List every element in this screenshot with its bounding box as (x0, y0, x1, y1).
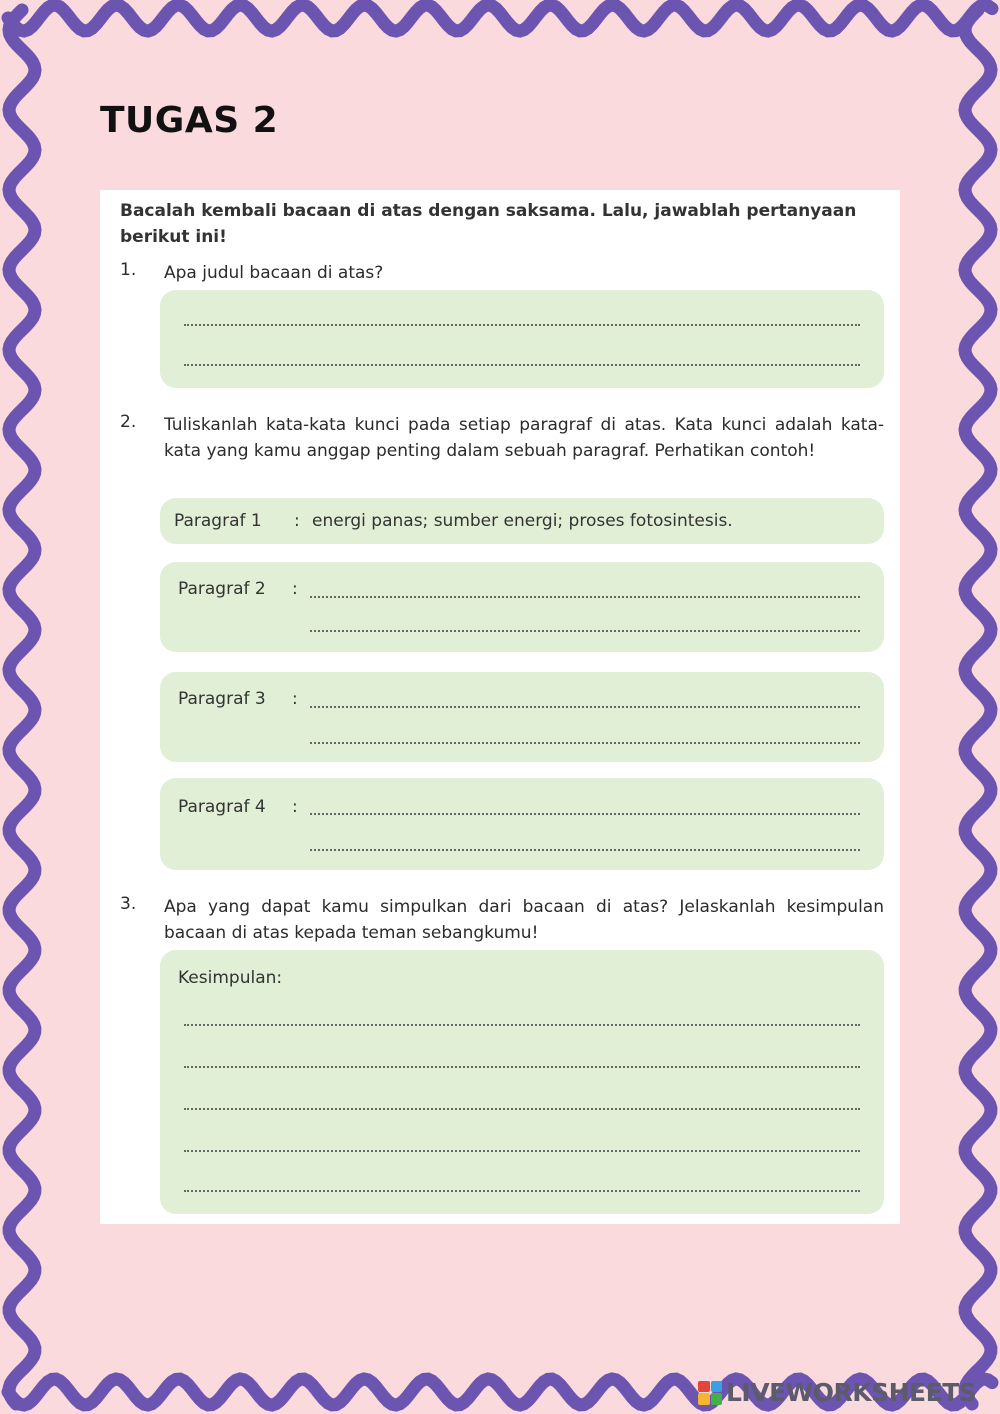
answer-line[interactable] (184, 324, 860, 326)
answer-line[interactable] (310, 742, 860, 744)
wavy-border-edge (965, 10, 991, 1404)
example-separator: : (294, 511, 300, 531)
answer-line[interactable] (184, 1066, 860, 1068)
answer-box-1 (160, 290, 884, 388)
paragraph-3-separator: : (292, 689, 298, 709)
paragraph-2-separator: : (292, 579, 298, 599)
paragraph-4-box (160, 778, 884, 870)
question-3-text: Apa yang dapat kamu simpulkan dari bacaan di atas? Jelaskanlah kesimpulan bacaan di atas kepada teman sebangkumu! (164, 897, 884, 943)
answer-line[interactable] (310, 630, 860, 632)
answer-line[interactable] (184, 364, 860, 366)
liveworksheets-logo-icon (698, 1381, 722, 1405)
example-answer: energi panas; sumber energi; proses fotosintesis. (312, 511, 733, 531)
question-2-number: 2. (120, 412, 137, 432)
answer-line[interactable] (184, 1190, 860, 1192)
conclusion-box (160, 950, 884, 1214)
wavy-border-edge (8, 5, 992, 31)
example-box (160, 498, 884, 544)
answer-line[interactable] (184, 1108, 860, 1110)
question-2-text: Tuliskanlah kata-kata kunci pada setiap paragraf di atas. Kata kunci adalah kata-kata yang kamu anggap penting dalam sebuah paragraf. Perhatikan contoh! (164, 415, 884, 461)
paragraph-2-box (160, 562, 884, 652)
worksheet-instructions: Bacalah kembali bacaan di atas dengan saksama. Lalu, jawablah pertanyaan berikut ini! (120, 201, 857, 247)
answer-line[interactable] (184, 1150, 860, 1152)
liveworksheets-brand (698, 1378, 976, 1407)
page-title: TUGAS 2 (100, 100, 279, 141)
example-paragraph-label: Paragraf 1 (174, 511, 262, 531)
question-3-number: 3. (120, 894, 137, 914)
brand-name: LIVEWORKSHEETS (726, 1378, 977, 1407)
conclusion-label: Kesimpulan: (178, 968, 283, 988)
paragraph-3-box (160, 672, 884, 762)
paragraph-3-label: Paragraf 3 (178, 689, 266, 709)
question-1-text: Apa judul bacaan di atas? (164, 263, 384, 283)
answer-line[interactable] (184, 1024, 860, 1026)
paragraph-2-label: Paragraf 2 (178, 579, 266, 599)
answer-line[interactable] (310, 706, 860, 708)
answer-line[interactable] (310, 596, 860, 598)
answer-line[interactable] (310, 813, 860, 815)
worksheet-panel (100, 190, 900, 1224)
paragraph-4-separator: : (292, 797, 298, 817)
question-1-number: 1. (120, 260, 137, 280)
wavy-border-edge (9, 10, 35, 1404)
paragraph-4-label: Paragraf 4 (178, 797, 266, 817)
answer-line[interactable] (310, 849, 860, 851)
